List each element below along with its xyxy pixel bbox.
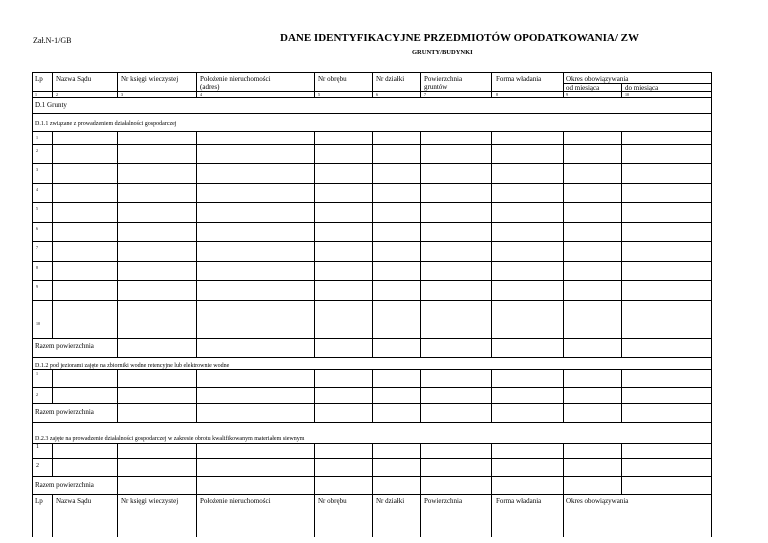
col-divider [372, 494, 373, 537]
col-divider [420, 72, 421, 97]
page-subtitle: GRUNTY/BUDYNKI [412, 49, 473, 56]
col-divider [117, 443, 118, 494]
col-polozenie: Położenie nieruchomości [200, 75, 271, 83]
footer-col-nazwa-sadu: Nazwa Sądu [56, 497, 92, 505]
col-divider [491, 369, 492, 422]
row-number: 10 [36, 321, 40, 326]
col-divider [372, 131, 373, 357]
section-d1-title: D.1 Grunty [35, 101, 67, 109]
col-divider [420, 494, 421, 537]
col-divider [314, 72, 315, 97]
footer-col-powierzchnia: Powierzchnia [424, 497, 463, 505]
row-number: 2 [36, 463, 39, 469]
col-nr-dzialki: Nr działki [376, 75, 405, 83]
col-divider [372, 443, 373, 494]
col-divider [314, 443, 315, 494]
col-divider [491, 131, 492, 357]
col-divider [117, 131, 118, 357]
col-divider [372, 369, 373, 422]
col-lp: Lp [35, 75, 43, 83]
col-divider [621, 83, 622, 97]
row-number: 2 [36, 392, 38, 397]
okres-divider [563, 83, 712, 84]
row-number: 5 [36, 206, 38, 211]
col-number: 6 [376, 92, 378, 97]
col-nr-ksiegi: Nr księgi wieczystej [121, 75, 179, 83]
col-divider [621, 131, 622, 357]
footer-col-nr-ksiegi: Nr księgi wieczystej [121, 497, 179, 505]
col-divider [420, 443, 421, 494]
col-divider [196, 72, 197, 97]
col-do-miesiaca: do miesiąca [625, 84, 659, 92]
col-okres: Okres obowiązywania [566, 75, 629, 83]
col-divider [491, 443, 492, 494]
col-divider [563, 369, 564, 422]
footer-col-forma-wladania: Forma władania [496, 497, 542, 505]
col-divider [314, 131, 315, 357]
col-divider [117, 494, 118, 537]
row-number: 1 [36, 135, 38, 140]
col-number: 7 [424, 92, 426, 97]
table-left-border [32, 72, 33, 537]
col-forma-wladania: Forma władania [496, 75, 542, 83]
col-number: 4 [200, 92, 202, 97]
col-divider [420, 131, 421, 357]
razem-d12: Razem powierzchnia [35, 408, 94, 416]
row-number: 4 [36, 187, 38, 192]
col-divider [563, 131, 564, 357]
section-d11-title: D.1.1 związane z prowadzeniem działalności gospodarczej [35, 121, 177, 127]
col-divider [314, 494, 315, 537]
col-divider [196, 494, 197, 537]
form-code: Zał.N-1/GB [33, 36, 72, 45]
col-divider [563, 443, 564, 494]
row-number: 2 [36, 148, 38, 153]
col-number: 9 [566, 92, 568, 97]
footer-col-nr-dzialki: Nr działki [376, 497, 405, 505]
footer-col-nr-obrebu: Nr obrębu [318, 497, 347, 505]
row-number: 6 [36, 226, 38, 231]
col-divider [52, 131, 53, 338]
col-number: 1 [35, 92, 37, 97]
footer-col-okres: Okres obowiązywania [566, 497, 629, 505]
row-number: 7 [36, 245, 38, 250]
col-divider [196, 369, 197, 422]
col-divider [117, 369, 118, 422]
row-number: 8 [36, 265, 38, 270]
col-number: 3 [121, 92, 123, 97]
col-nazwa-sadu: Nazwa Sądu [56, 75, 92, 83]
col-powierzchnia: Powierzchnia [424, 75, 463, 83]
col-number: 5 [318, 92, 320, 97]
col-divider [563, 72, 564, 97]
col-divider [420, 369, 421, 422]
row-line [32, 113, 712, 114]
col-divider [52, 369, 53, 403]
page-title: DANE IDENTYFIKACYJNE PRZEDMIOTÓW OPODATKOWANIA/ ZW [280, 32, 639, 44]
col-divider [52, 443, 53, 476]
col-powierzchnia-gruntow: gruntów [424, 83, 448, 91]
row-number: 3 [36, 167, 38, 172]
row-number: 1 [36, 371, 38, 376]
col-divider [491, 72, 492, 97]
table-right-border [711, 72, 712, 537]
number-row-bottom-line [32, 97, 712, 98]
razem-d23: Razem powierzchnia [35, 481, 94, 489]
section-d23-title: D.2.3 zajęte na prowadzenie działalności gospodarczej w zakresie obrotu kwalifikowanym materiałem siewnym [35, 436, 305, 442]
footer-col-polozenie: Położenie nieruchomości [200, 497, 271, 505]
footer-col-lp: Lp [35, 497, 43, 505]
razem-d11: Razem powierzchnia [35, 342, 94, 350]
row-line [32, 422, 712, 423]
col-divider [196, 443, 197, 494]
col-number: 8 [496, 92, 498, 97]
row-line [32, 357, 712, 358]
col-divider [196, 131, 197, 357]
col-divider [621, 443, 622, 494]
col-divider [52, 72, 53, 97]
col-divider [491, 494, 492, 537]
col-number: 2 [56, 92, 58, 97]
col-divider [621, 369, 622, 422]
col-divider [117, 72, 118, 97]
col-number: 10 [625, 92, 629, 97]
col-divider [563, 494, 564, 537]
col-divider [52, 494, 53, 537]
col-od-miesiaca: od miesiąca [566, 84, 600, 92]
col-polozenie-adres: (adres) [200, 83, 220, 91]
row-number: 1 [36, 444, 39, 450]
col-divider [314, 369, 315, 422]
col-nr-obrebu: Nr obrębu [318, 75, 347, 83]
col-divider [372, 72, 373, 97]
row-number: 9 [36, 284, 38, 289]
section-d12-title: D.1.2 pod jeziorami zajęte na zbiorniki wodne retencyjne lub elektrownie wodne [35, 363, 230, 369]
